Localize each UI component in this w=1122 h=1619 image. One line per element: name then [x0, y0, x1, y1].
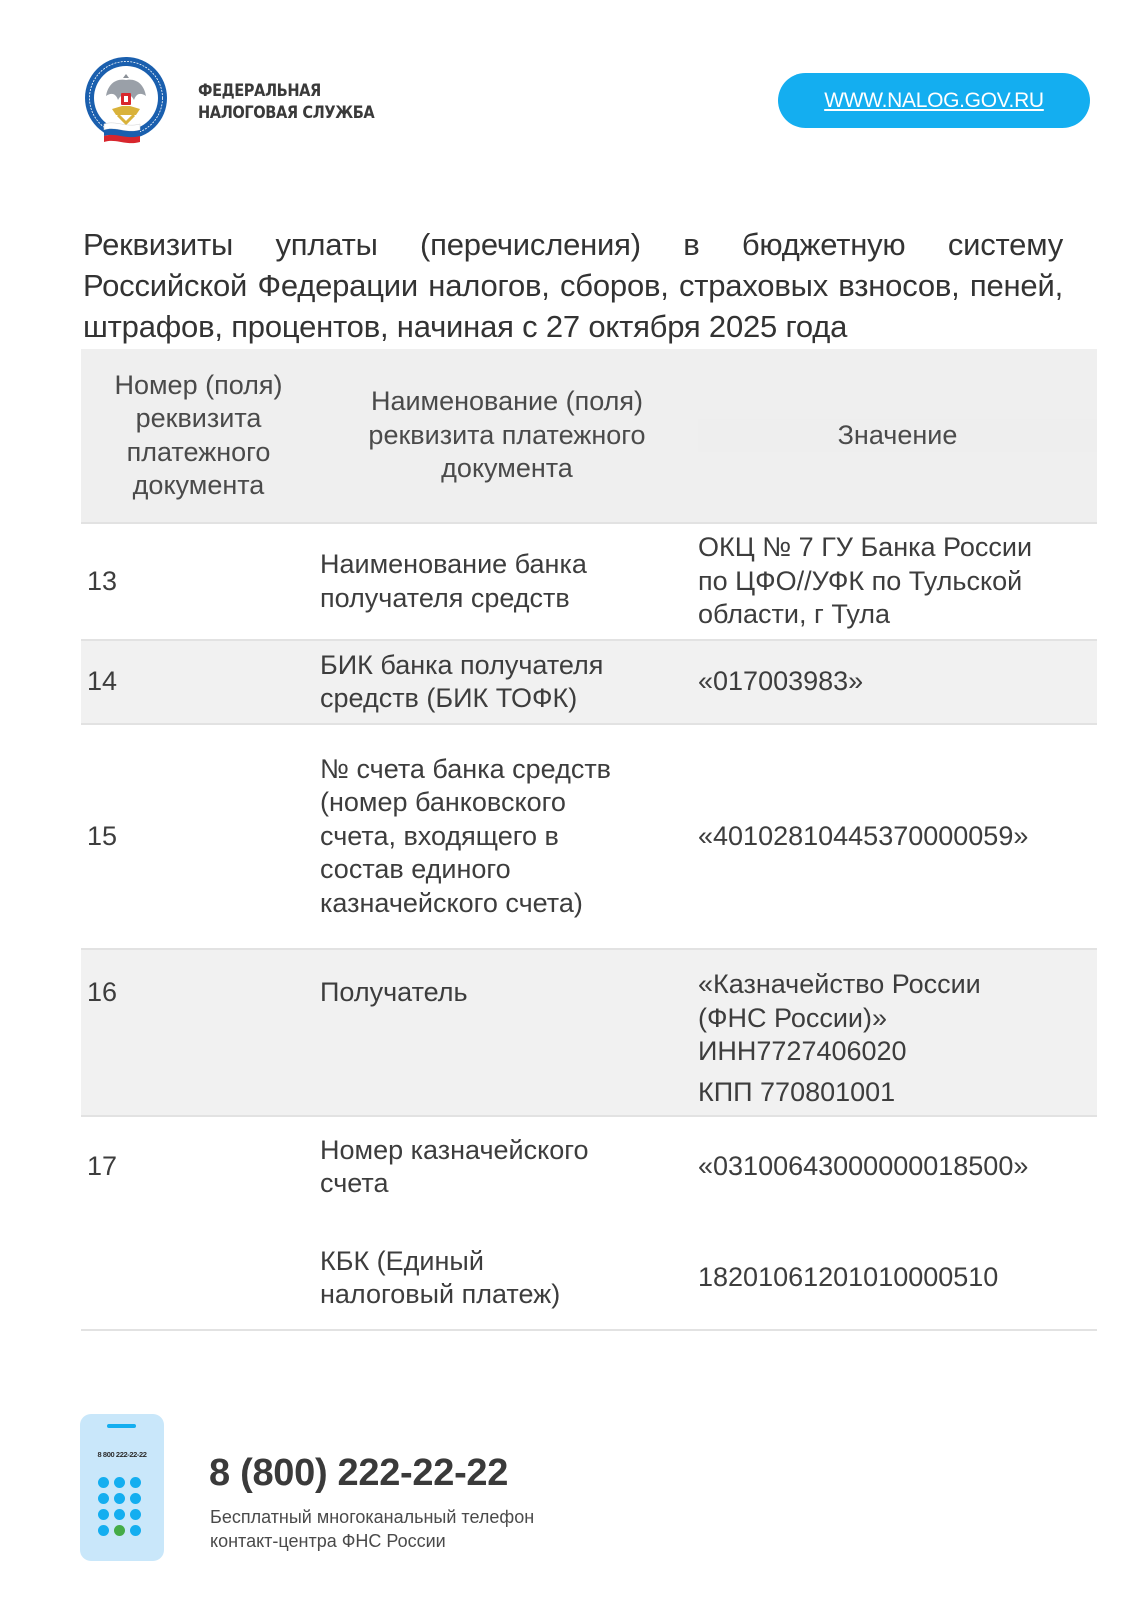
page-title: Реквизиты уплаты (перечисления) в бюджетную систему Российской Федерации налогов, сборов, страховых взносов, пеней, штрафов, процентов, начиная с 27 октября 2025 года — [83, 227, 1063, 344]
row-number: 16 — [87, 977, 118, 1007]
emblem-icon — [82, 54, 172, 150]
keypad-dot — [114, 1493, 125, 1504]
hotline-description-line1: Бесплатный многоканальный телефон — [210, 1507, 535, 1527]
hotline-description-line2: контакт-центра ФНС России — [210, 1531, 446, 1551]
table-row — [81, 725, 1097, 950]
website-link-label[interactable]: WWW.NALOG.GOV.RU — [824, 88, 1044, 112]
keypad-dot — [130, 1509, 141, 1520]
row-field-name: Получатель — [320, 977, 468, 1007]
row-value: «40102810445370000059» — [698, 820, 1029, 851]
phone-screen-number: 8 800 222-22-22 — [97, 1450, 147, 1459]
keypad-dot — [114, 1509, 125, 1520]
keypad-dot — [130, 1525, 141, 1536]
row-field-name: БИК банка получателя средств (БИК ТОФК) — [320, 649, 604, 713]
requisites-table — [81, 349, 1097, 1331]
row-value: «Казначейство России (ФНС России)» ИНН7727406020 — [698, 969, 981, 1066]
phone-speaker-icon — [107, 1424, 136, 1428]
column-header-value: Значение — [698, 419, 1097, 453]
column-header-number: Номер (поля) реквизита платежного документа — [114, 369, 283, 500]
row-number: 14 — [87, 666, 118, 697]
table-row — [81, 524, 1097, 641]
row-value-kpp: КПП 770801001 — [698, 1076, 896, 1107]
table-row-group — [81, 1117, 1097, 1331]
org-name-line2: НАЛОГОВАЯ СЛУЖБА — [198, 103, 375, 123]
fns-emblem-logo — [82, 54, 172, 150]
row-value: 18201061201010000510 — [698, 1262, 999, 1293]
row-value: ОКЦ № 7 ГУ Банка России по ЦФО//УФК по Тульской области, г Тула — [698, 532, 1033, 630]
keypad-icon — [98, 1477, 141, 1536]
row-value: «03100643000000018500» — [698, 1151, 1029, 1182]
keypad-call-dot — [114, 1525, 125, 1536]
keypad-dot — [130, 1493, 141, 1504]
row-value-group — [698, 968, 1097, 1109]
table-row — [81, 1217, 1097, 1329]
phone-icon — [80, 1414, 164, 1561]
table-row — [81, 1117, 1097, 1217]
keypad-dot — [98, 1493, 109, 1504]
org-name-line1: ФЕДЕРАЛЬНАЯ — [198, 81, 321, 101]
keypad-dot — [114, 1477, 125, 1488]
org-name — [198, 80, 374, 124]
table-row — [81, 641, 1097, 725]
keypad-dot — [130, 1477, 141, 1488]
row-field-name: № счета банка средств (номер банковского счета, входящего в состав единого казначейского счета) — [320, 753, 612, 918]
website-link-button[interactable] — [778, 73, 1090, 128]
row-field-name: Номер казначейского счета — [320, 1134, 589, 1198]
row-number: 15 — [87, 820, 118, 851]
table-row — [81, 950, 1097, 1117]
table-header-row — [81, 349, 1097, 524]
hotline-number[interactable]: 8 (800) 222-22-22 — [209, 1452, 509, 1494]
keypad-dot — [98, 1525, 109, 1536]
row-field-name: КБК (Единый налоговый платеж) — [320, 1245, 561, 1309]
row-field-name: Наименование банка получателя средств — [320, 549, 587, 613]
keypad-dot — [98, 1509, 109, 1520]
row-number: 17 — [87, 1151, 118, 1182]
row-value: «017003983» — [698, 666, 864, 697]
hotline-description — [210, 1505, 534, 1553]
row-number: 13 — [87, 565, 118, 596]
keypad-dot — [98, 1477, 109, 1488]
column-header-name: Наименование (поля) реквизита платежного документа — [368, 386, 646, 484]
